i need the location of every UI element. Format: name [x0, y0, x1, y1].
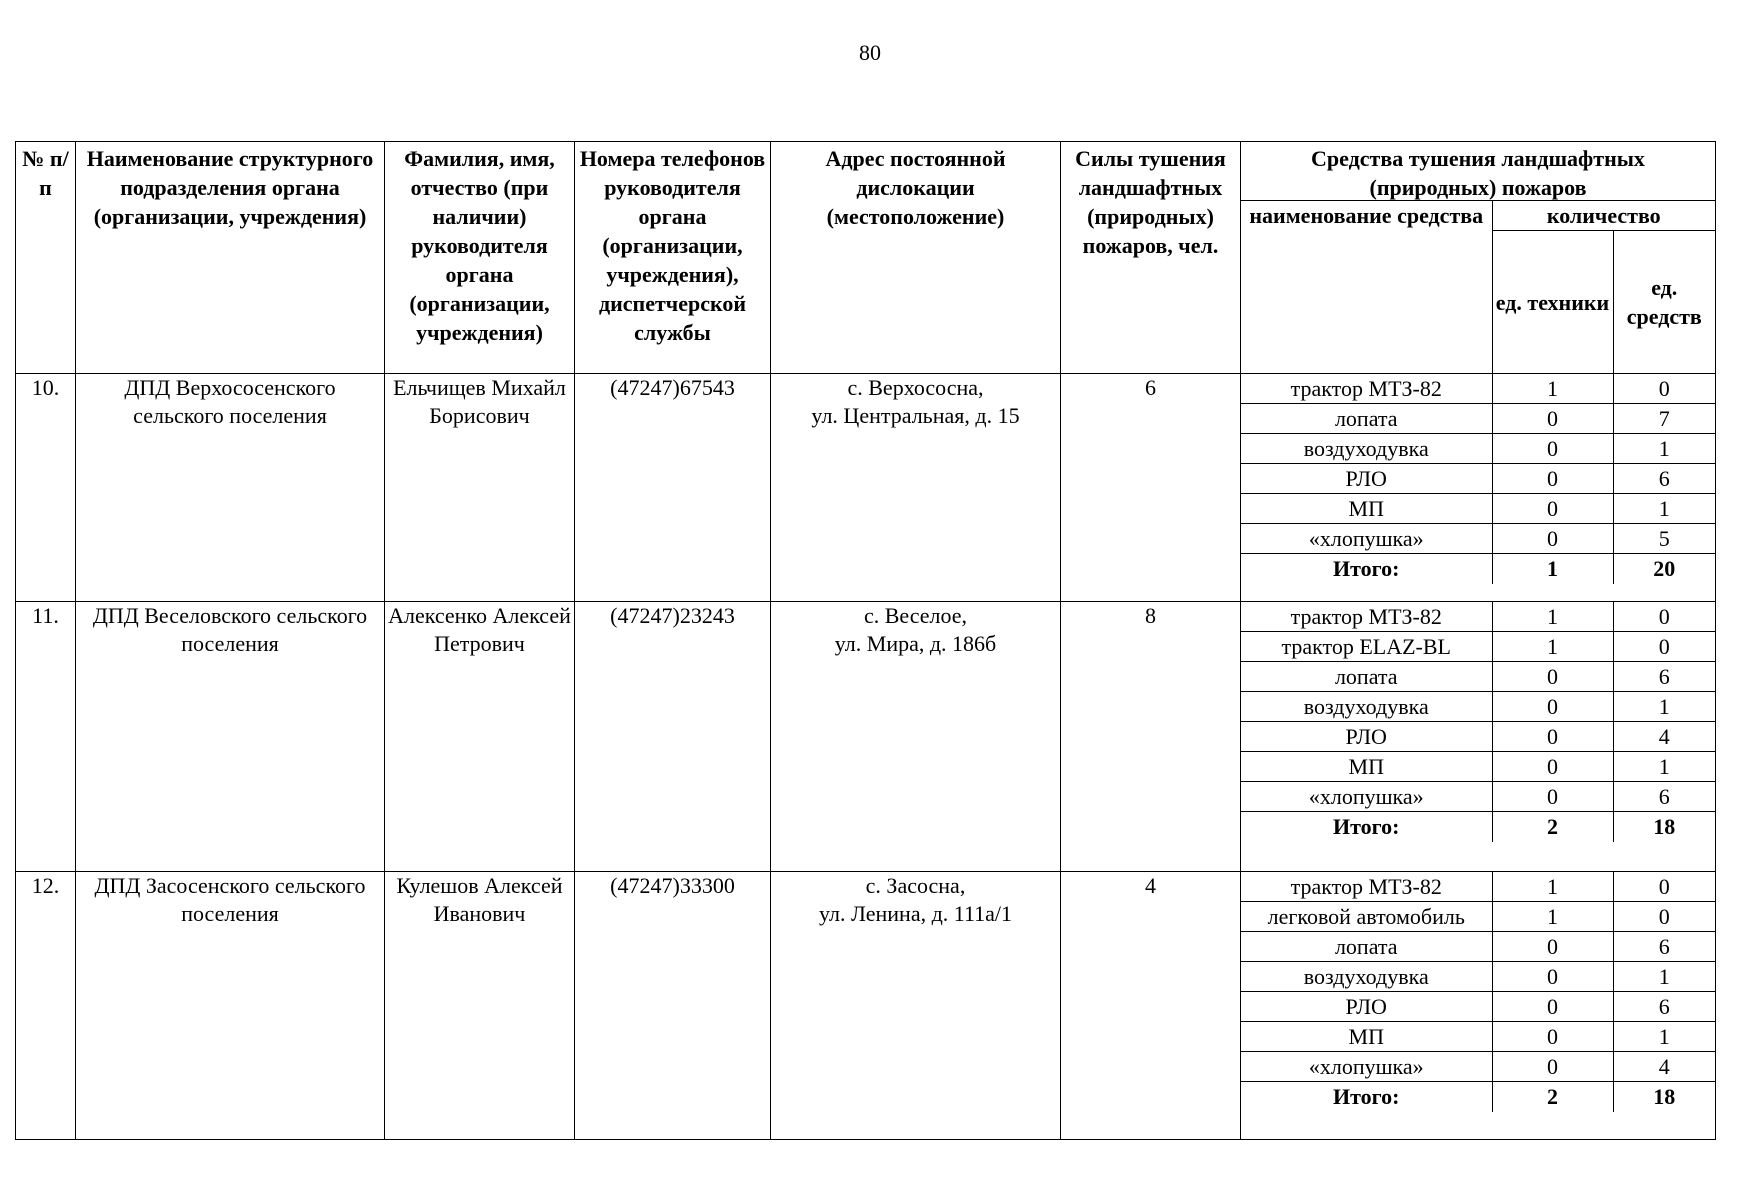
equipment-name: лопата	[1241, 662, 1492, 692]
equipment-name: трактор ELAZ-BL	[1241, 632, 1492, 662]
equipment-row	[1241, 1052, 1715, 1082]
row-address	[771, 374, 1061, 602]
equipment-means: 1	[1613, 494, 1715, 524]
equipment-means: 6	[1613, 932, 1715, 962]
table-row	[16, 374, 1716, 602]
equipment-row	[1241, 632, 1715, 662]
row-head-name: Кулешов Алексей Иванович	[385, 872, 575, 1140]
header-head-name: Фамилия, имя, отчество (при наличии) руководителя органа (организации, учреждения)	[385, 142, 575, 374]
equipment-name: трактор МТЗ-82	[1241, 374, 1492, 404]
equipment-tech: 0	[1492, 692, 1613, 722]
total-means: 18	[1613, 1082, 1715, 1113]
header-means-group	[1241, 142, 1716, 374]
row-address-line1: с. Веселое,	[863, 603, 968, 628]
header-num: № п/п	[16, 142, 76, 374]
equipment-name: МП	[1241, 1022, 1492, 1052]
equipment-tech: 0	[1492, 524, 1613, 554]
total-tech: 1	[1492, 554, 1613, 585]
equipment-row	[1241, 494, 1715, 524]
row-address-line1: с. Засосна,	[865, 873, 966, 898]
row-subdivision-name: ДПД Верхососенского сельского поселения	[76, 374, 385, 602]
equipment-means: 4	[1613, 722, 1715, 752]
row-phone: (47247)33300	[575, 872, 771, 1140]
row-subdivision-name: ДПД Засосенского сельского поселения	[76, 872, 385, 1140]
header-phones: Номера телефонов руководителя органа (организации, учреждения), диспетчерской службы	[575, 142, 771, 374]
equipment-name: воздуходувка	[1241, 434, 1492, 464]
equipment-means: 0	[1613, 872, 1715, 902]
fire-forces-table	[15, 141, 1716, 1140]
row-equipment	[1241, 602, 1716, 872]
header-units-tech: ед. техники	[1492, 231, 1613, 374]
total-means: 18	[1613, 812, 1715, 843]
header-address: Адрес постоянной дислокации (местоположение)	[771, 142, 1061, 374]
equipment-means: 6	[1613, 464, 1715, 494]
equipment-means: 4	[1613, 1052, 1715, 1082]
row-forces: 6	[1061, 374, 1241, 602]
equipment-name: лопата	[1241, 404, 1492, 434]
equipment-tech: 0	[1492, 1052, 1613, 1082]
equipment-tech: 0	[1492, 962, 1613, 992]
row-num: 12.	[16, 872, 76, 1140]
equipment-row	[1241, 1022, 1715, 1052]
equipment-tech: 1	[1492, 632, 1613, 662]
row-forces: 4	[1061, 872, 1241, 1140]
equipment-tech: 1	[1492, 374, 1613, 404]
equipment-name: легковой автомобиль	[1241, 902, 1492, 932]
equipment-tech: 0	[1492, 662, 1613, 692]
equipment-row	[1241, 524, 1715, 554]
row-address-line2: ул. Мира, д. 186б	[834, 631, 997, 656]
equipment-name: «хлопушка»	[1241, 782, 1492, 812]
equipment-tech: 1	[1492, 902, 1613, 932]
equipment-row	[1241, 692, 1715, 722]
row-phone: (47247)67543	[575, 374, 771, 602]
total-tech: 2	[1492, 1082, 1613, 1113]
equipment-subtable	[1241, 872, 1715, 1112]
table-row	[16, 872, 1716, 1140]
equipment-row	[1241, 662, 1715, 692]
header-subdivision-name: Наименование структурного подразделения органа (организации, учреждения)	[76, 142, 385, 374]
equipment-name: трактор МТЗ-82	[1241, 872, 1492, 902]
row-address-line1: с. Верхососна,	[847, 375, 984, 400]
equipment-row	[1241, 602, 1715, 632]
total-label: Итого:	[1333, 814, 1400, 839]
header-quantity: количество	[1492, 201, 1715, 231]
total-means: 20	[1613, 554, 1715, 585]
equipment-name: лопата	[1241, 932, 1492, 962]
total-label: Итого:	[1333, 556, 1400, 581]
equipment-name: трактор МТЗ-82	[1241, 602, 1492, 632]
equipment-tech: 0	[1492, 1022, 1613, 1052]
row-head-name: Ельчищев Михайл Борисович	[385, 374, 575, 602]
equipment-row	[1241, 752, 1715, 782]
table-header	[16, 142, 1716, 374]
equipment-row	[1241, 464, 1715, 494]
equipment-means: 1	[1613, 692, 1715, 722]
equipment-means: 1	[1613, 434, 1715, 464]
equipment-means: 1	[1613, 1022, 1715, 1052]
equipment-name: РЛО	[1241, 992, 1492, 1022]
equipment-name: воздуходувка	[1241, 692, 1492, 722]
equipment-tech: 0	[1492, 404, 1613, 434]
equipment-name: «хлопушка»	[1241, 1052, 1492, 1082]
equipment-name: «хлопушка»	[1241, 524, 1492, 554]
equipment-tech: 0	[1492, 992, 1613, 1022]
equipment-tech: 0	[1492, 722, 1613, 752]
row-address-line2: ул. Ленина, д. 111а/1	[818, 901, 1013, 926]
table-row	[16, 602, 1716, 872]
equipment-tech: 0	[1492, 434, 1613, 464]
equipment-means: 6	[1613, 662, 1715, 692]
equipment-tech: 1	[1492, 602, 1613, 632]
equipment-tech: 0	[1492, 494, 1613, 524]
equipment-means: 0	[1613, 902, 1715, 932]
equipment-means: 6	[1613, 782, 1715, 812]
header-means-name: наименование средства	[1249, 203, 1484, 228]
equipment-name: МП	[1241, 752, 1492, 782]
equipment-subtable	[1241, 374, 1715, 584]
row-forces: 8	[1061, 602, 1241, 872]
equipment-row	[1241, 962, 1715, 992]
equipment-tech: 1	[1492, 872, 1613, 902]
row-address	[771, 872, 1061, 1140]
header-forces: Силы тушения ландшафтных (природных) пожаров, чел.	[1061, 142, 1241, 374]
page-number: 80	[859, 40, 881, 65]
equipment-means: 1	[1613, 752, 1715, 782]
row-address	[771, 602, 1061, 872]
row-head-name: Алексенко Алексей Петрович	[385, 602, 575, 872]
equipment-means: 6	[1613, 992, 1715, 1022]
row-equipment	[1241, 872, 1716, 1140]
equipment-total-row	[1241, 812, 1715, 843]
equipment-tech: 0	[1492, 464, 1613, 494]
equipment-tech: 0	[1492, 782, 1613, 812]
row-address-line2: ул. Центральная, д. 15	[811, 403, 1020, 428]
equipment-name: МП	[1241, 494, 1492, 524]
equipment-row	[1241, 722, 1715, 752]
row-num: 11.	[16, 602, 76, 872]
row-equipment	[1241, 374, 1716, 602]
total-label: Итого:	[1333, 1084, 1400, 1109]
equipment-row	[1241, 782, 1715, 812]
equipment-row	[1241, 374, 1715, 404]
header-means: Средства тушения ландшафтных (природных) пожаров	[1241, 142, 1715, 201]
equipment-row	[1241, 434, 1715, 464]
equipment-means: 1	[1613, 962, 1715, 992]
equipment-means: 0	[1613, 632, 1715, 662]
equipment-means: 7	[1613, 404, 1715, 434]
header-means-subtable	[1241, 201, 1715, 373]
equipment-means: 5	[1613, 524, 1715, 554]
row-phone: (47247)23243	[575, 602, 771, 872]
row-num: 10.	[16, 374, 76, 602]
equipment-subtable	[1241, 602, 1715, 842]
equipment-tech: 0	[1492, 752, 1613, 782]
equipment-means: 0	[1613, 374, 1715, 404]
equipment-name: РЛО	[1241, 722, 1492, 752]
equipment-row	[1241, 992, 1715, 1022]
row-subdivision-name: ДПД Веселовского сельского поселения	[76, 602, 385, 872]
equipment-row	[1241, 902, 1715, 932]
equipment-tech: 0	[1492, 932, 1613, 962]
equipment-means: 0	[1613, 602, 1715, 632]
equipment-total-row	[1241, 1082, 1715, 1113]
equipment-total-row	[1241, 554, 1715, 585]
equipment-row	[1241, 932, 1715, 962]
equipment-name: воздуходувка	[1241, 962, 1492, 992]
header-units-means: ед. средств	[1613, 231, 1715, 374]
equipment-row	[1241, 872, 1715, 902]
equipment-name: РЛО	[1241, 464, 1492, 494]
equipment-row	[1241, 404, 1715, 434]
total-tech: 2	[1492, 812, 1613, 843]
